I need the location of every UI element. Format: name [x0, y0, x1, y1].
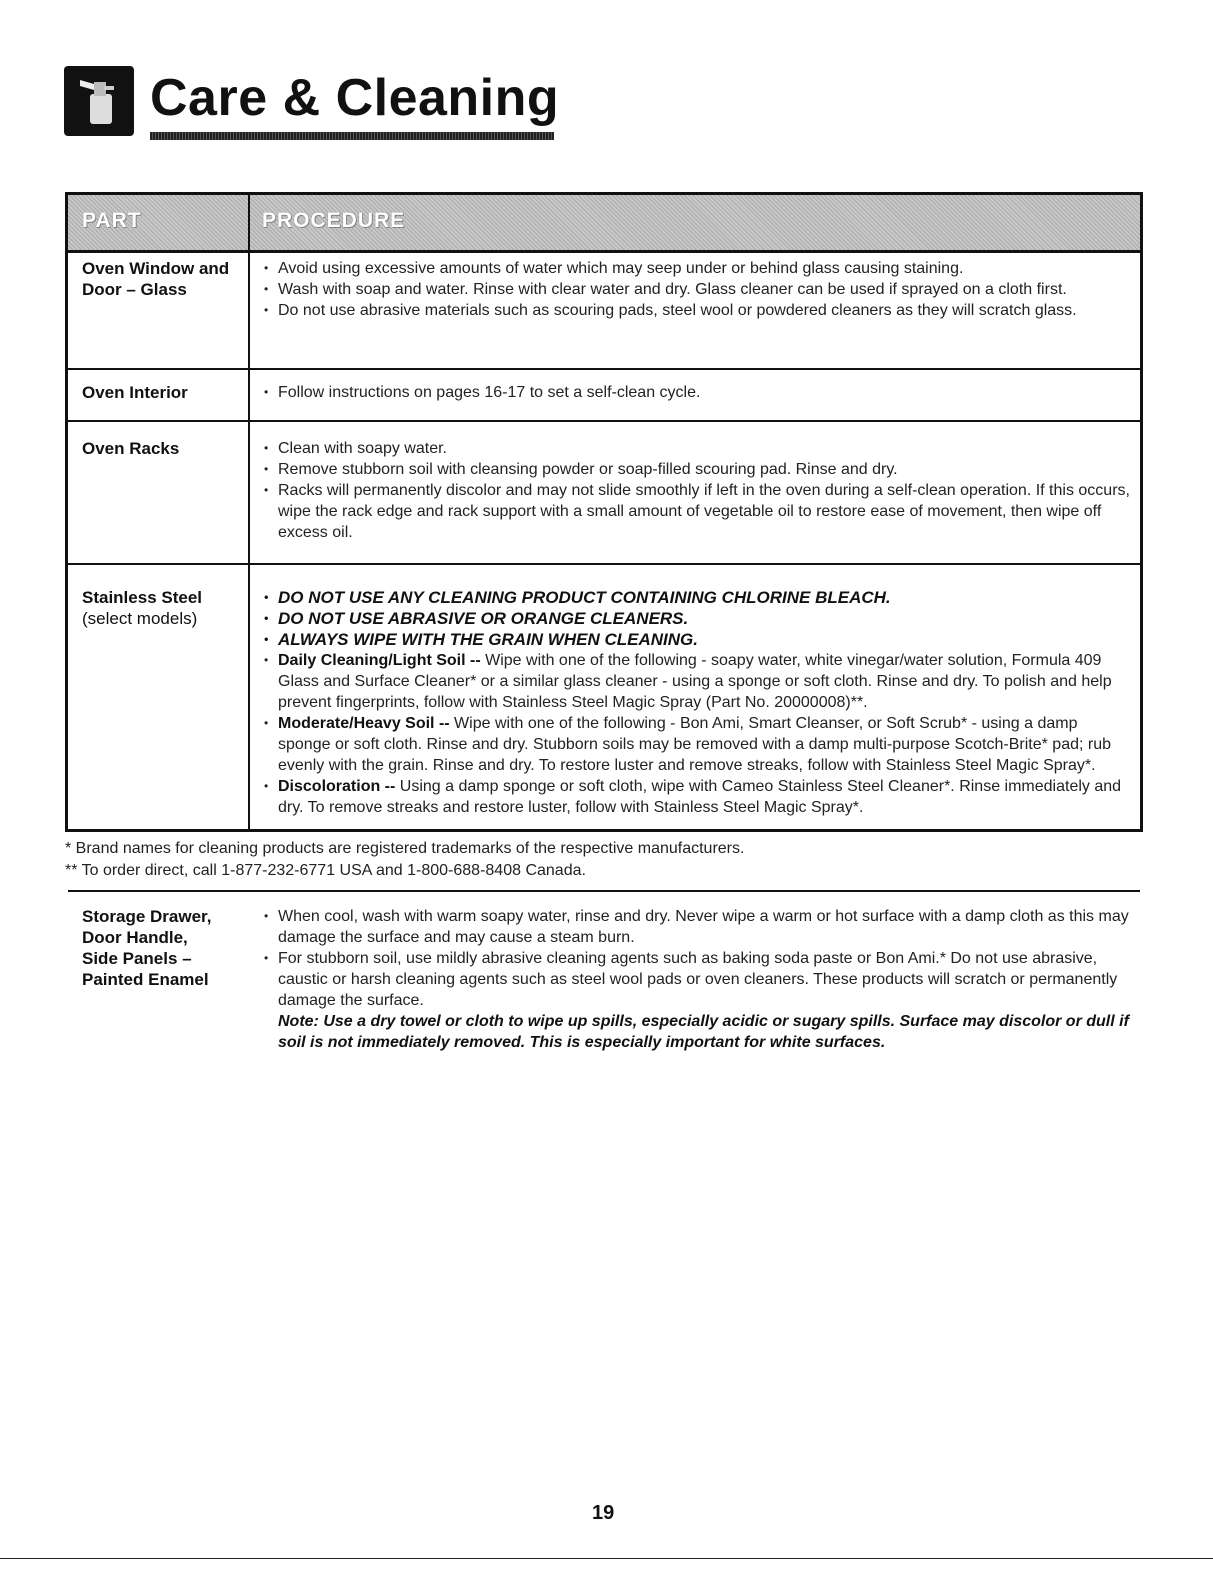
procedure-item: • Avoid using excessive amounts of water which may seep under or behind glass causing staining.: [262, 258, 1132, 279]
page-header: [64, 66, 560, 146]
item-text: Wipe with one of the following - soapy water, white vinegar/water solution, Formula 409 Glass and Surface Cleaner* or a similar glass cleaner - using a sponge or soft cloth. Rinse and dry. To polish and help prevent fingerprints, follow with Stainless Steel Magic Spray (Part No. 20000008)**.: [278, 652, 1112, 711]
procedure-cell: [262, 382, 1132, 403]
procedure-item: • Racks will permanently discolor and may not slide smoothly if left in the oven during a self-clean operation. If this occurs, wipe the rack edge and rack support with a small amount of vegetable oil to restore ease of movement, then wipe off excess oil.: [262, 480, 1132, 543]
procedure-item: • Wash with soap and water. Rinse with clear water and dry. Glass cleaner can be used if sprayed on a cloth first.: [262, 279, 1132, 300]
bottom-rule: [0, 1558, 1213, 1559]
part-label: Oven Interior: [82, 383, 188, 402]
procedure-item: • For stubborn soil, use mildly abrasive cleaning agents such as baking soda paste or Bon Ami.* Do not use abrasive, caustic or harsh cleaning agents such as steel wool pads or oven cleaners. These products will scratch or permanently damage the surface.: [262, 948, 1132, 1011]
part-line: Door Handle,: [82, 928, 188, 947]
item-text: Using a damp sponge or soft cloth, wipe with Cameo Stainless Steel Cleaner*. Rinse immediately and dry. To remove streaks and restore luster, follow with Stainless Steel Magic Spray*.: [278, 778, 1122, 816]
table-row: [68, 420, 1140, 565]
procedure-item: • Remove stubborn soil with cleansing powder or soap-filled scouring pad. Rinse and dry.: [262, 459, 1132, 480]
procedure-item: [262, 713, 1132, 776]
part-label: Oven Window and Door – Glass: [82, 259, 230, 299]
col-header-part: PART: [82, 209, 142, 232]
table-row: [68, 250, 1140, 370]
warning-item: • ALWAYS WIPE WITH THE GRAIN WHEN CLEANING.: [262, 629, 1132, 650]
procedure-item: [262, 776, 1132, 818]
item-text: Wipe with one of the following - Bon Ami, Smart Cleanser, or Soft Scrub* - using a damp sponge or soft cloth. Rinse and dry. Stubborn soils may be removed with a damp multi-purpose Scotch-Brite* pad; rub evenly with the grain. Rinse and dry. To restore luster and remove streaks, follow with Stainless Steel Magic Spray*.: [278, 715, 1112, 774]
procedure-item: • Clean with soapy water.: [262, 438, 1132, 459]
col-header-procedure: PROCEDURE: [262, 209, 406, 232]
procedure-item: [262, 650, 1132, 713]
footnote: ** To order direct, call 1-877-232-6771 USA and 1-800-688-8408 Canada.: [65, 862, 586, 879]
page-number: 19: [592, 1502, 615, 1524]
page-title: Care & Cleaning: [150, 69, 560, 127]
item-lead: Moderate/Heavy Soil --: [278, 715, 450, 732]
part-label: [82, 906, 246, 990]
procedure-cell: [262, 438, 1132, 543]
procedure-cell: [262, 906, 1132, 1053]
warning-item: • DO NOT USE ANY CLEANING PRODUCT CONTAINING CHLORINE BLEACH.: [262, 587, 1132, 608]
table-row: [68, 368, 1140, 422]
part-line: Painted Enamel: [82, 970, 209, 989]
spray-bottle-icon: [64, 66, 134, 136]
note-text: Note: Use a dry towel or cloth to wipe up spills, especially acidic or sugary spills. Surface may discolor or dull if soil is not immediately removed. This is especially important for white surfaces.: [278, 1013, 1129, 1051]
part-line: Storage Drawer,: [82, 907, 212, 926]
table-row: [68, 890, 1140, 1070]
part-line: Side Panels –: [82, 949, 192, 968]
part-name: Stainless Steel: [82, 588, 203, 607]
warning-item: • DO NOT USE ABRASIVE OR ORANGE CLEANERS.: [262, 608, 1132, 629]
table-header: [68, 195, 1140, 253]
footnotes: [65, 838, 744, 882]
item-lead: Discoloration --: [278, 778, 396, 795]
part-label: Oven Racks: [82, 439, 180, 458]
footnote: * Brand names for cleaning products are registered trademarks of the respective manufacturers.: [65, 840, 745, 857]
title-underline: [150, 132, 554, 140]
part-subtitle: (select models): [82, 609, 198, 628]
procedure-item: • When cool, wash with warm soapy water, rinse and dry. Never wipe a warm or hot surface with a damp cloth as this may damage the surface and may cause a steam burn.: [262, 906, 1132, 948]
procedure-cell: [262, 258, 1132, 321]
procedure-cell: [262, 587, 1132, 818]
procedure-item: • Follow instructions on pages 16-17 to set a self-clean cycle.: [262, 382, 1132, 403]
procedure-item: • Do not use abrasive materials such as scouring pads, steel wool or powdered cleaners as they will scratch glass.: [262, 300, 1132, 321]
item-lead: Daily Cleaning/Light Soil --: [278, 652, 481, 669]
part-label: [82, 587, 246, 629]
